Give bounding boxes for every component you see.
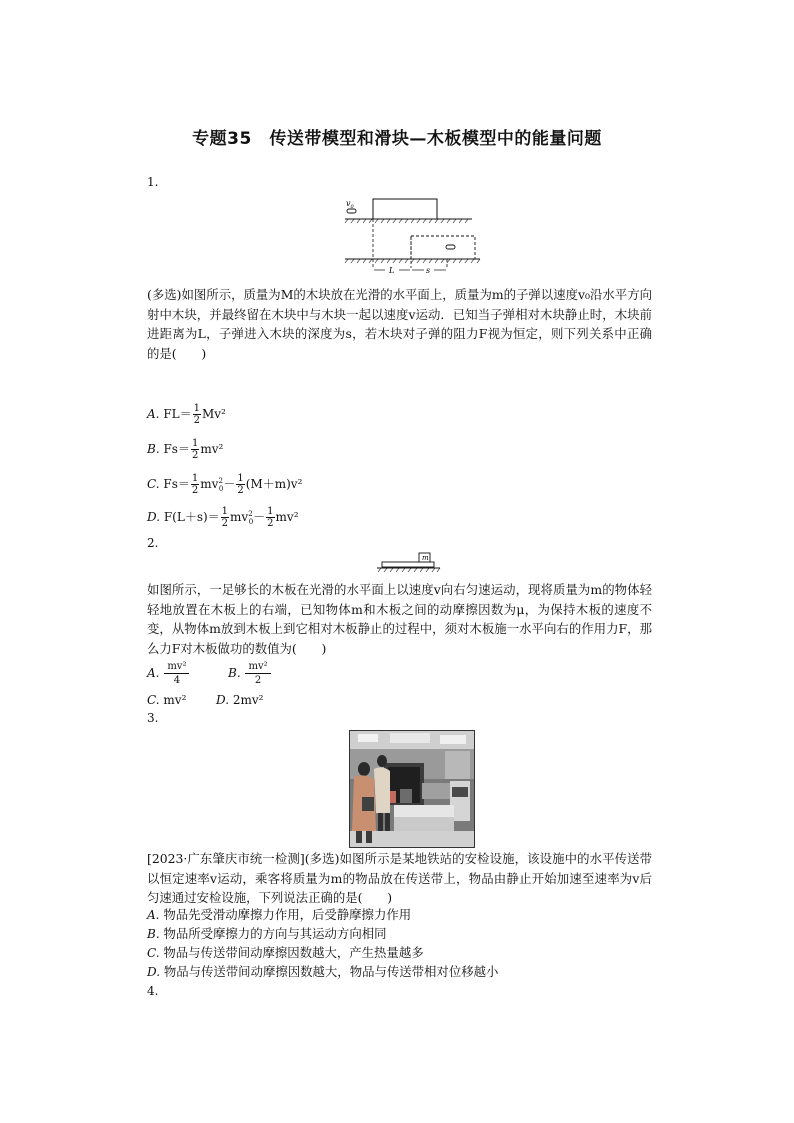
question-3-option-c[interactable]: C. 物品与传送带间动摩擦因数越大，产生热量越多 [147, 945, 424, 960]
question-2-figure [376, 549, 442, 577]
question-3-option-d[interactable]: D. 物品与传送带间动摩擦因数越大，物品与传送带相对位移越小 [147, 964, 499, 979]
question-2-option-a[interactable]: A. $\frac{\text{mv²}}{4}$ [147, 660, 190, 687]
security-check-photo [349, 730, 475, 848]
wood-block-final [411, 236, 475, 259]
question-1-option-d[interactable]: D. F(L＋s)＝ $\frac{1}{2}$ $mv^2_0-$ $\frac{1}{2}$ mv² [147, 506, 299, 529]
question-3-number: 3. [147, 711, 159, 725]
long-board [382, 562, 434, 567]
question-2-option-c[interactable]: C. mv² [147, 693, 187, 707]
ground-hatch-top [345, 219, 468, 223]
question-3-option-b[interactable]: B. 物品所受摩擦力的方向与其运动方向相同 [147, 926, 387, 941]
question-3-stem: [2023·广东肇庆市统一检测](多选)如图所示是某地铁站的安检设施，该设施中的水平传送带以恒定速率v运动，乘客将质量为m的物品放在传送带上，物品由静止开始加速至速率为v后匀速通过安检设施，下列说法正确的是( ) [147, 851, 652, 906]
question-2-option-b[interactable]: B. $\frac{\text{mv²}}{2}$ [228, 660, 272, 687]
bullet-final [446, 245, 455, 249]
question-1-option-c[interactable]: C. Fs＝ $\frac{1}{2}$ $mv^2_0-$ $\frac{1}{2}$ (M＋m)v² [147, 473, 303, 496]
question-1-number: 1. [147, 175, 159, 189]
question-1-option-b[interactable]: B. Fs＝ $\frac{1}{2}$ mv² [147, 438, 224, 461]
question-1-stem: (多选)如图所示，质量为M的木块放在光滑的水平面上，质量为m的子弹以速度v₀沿水平方向射中木块，并最终留在木块中与木块一起以速度v运动．已知当子弹相对木块静止时，木块前进距离为L，子弹进入木块的深度为s，若木块对子弹的阻力F视为恒定，则下列关系中正确的是( ) [147, 287, 652, 361]
question-2-option-d[interactable]: D. 2mv² [216, 693, 264, 707]
question-2-stem: 如图所示，一足够长的木板在光滑的水平面上以速度v向右匀速运动，现将质量为m的物体轻轻地放置在木板上的右端，已知物体m和木板之间的动摩擦因数为μ，为保持木板的速度不变，从物体m放到木板上到它相对木板静止的过程中，须对木板施一水平向右的作用力F，那么力F对木板做功的数值为( ) [147, 582, 652, 656]
ground-hatch-bottom [345, 259, 480, 263]
dimension-s: s [426, 266, 431, 275]
question-4-number: 4. [147, 984, 159, 998]
question-1-figure [340, 196, 490, 278]
v0-label: $v_0$ [346, 199, 354, 210]
mass-label: m [422, 554, 429, 562]
question-1-option-a[interactable]: A. FL＝ $\frac{1}{2}$ Mv² [147, 403, 226, 426]
page-title: 专题35 传送带模型和滑块—木板模型中的能量问题 [192, 129, 602, 149]
wood-block-initial [373, 199, 437, 219]
question-3-option-a[interactable]: A. 物品先受滑动摩擦力作用，后受静摩擦力作用 [147, 907, 412, 922]
question-2-number: 2. [147, 536, 159, 550]
dimension-L: L [389, 266, 395, 275]
